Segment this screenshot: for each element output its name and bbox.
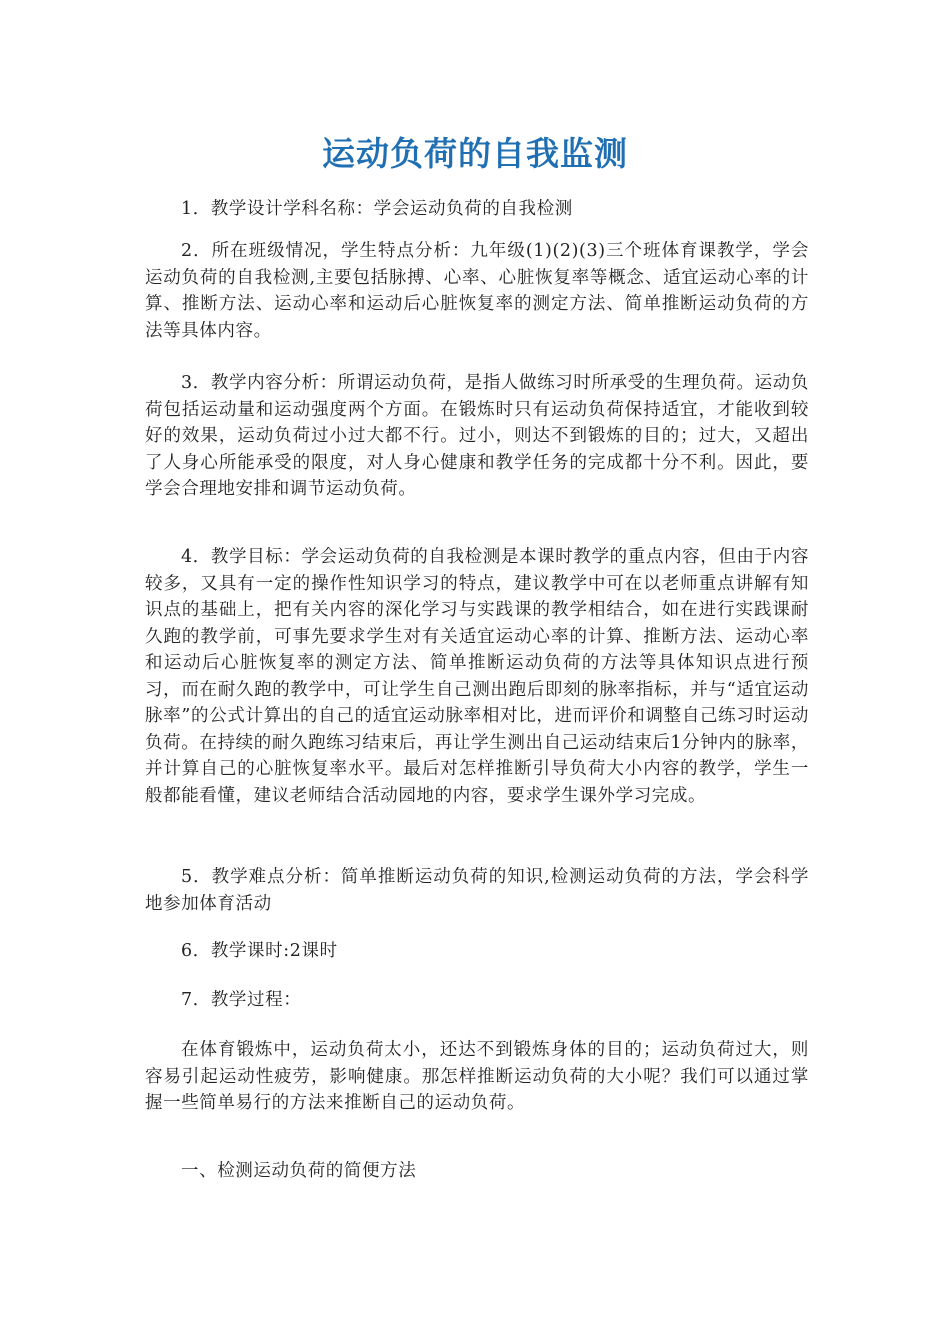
paragraph-teaching-process: 7．教学过程： (181, 990, 302, 1010)
paragraph-class-analysis: 2．所在班级情况，学生特点分析：九年级(1)(2)(3)三个班体育课教学，学会运动负荷的自我检测,主要包括脉搏、心率、心脏恢复率等概念、适宜运动心率的计算、推断方法、运动心率和运动后心脏恢复率的测定方法、简单推断运动负荷的方法等具体内容。 (145, 241, 809, 341)
paragraph-class-hours: 6．教学课时:2课时 (181, 941, 338, 961)
paragraph-subject-name: 1．教学设计学科名称：学会运动负荷的自我检测 (181, 199, 573, 219)
paragraph-difficulty-analysis: 5．教学难点分析：简单推断运动负荷的知识,检测运动负荷的方法，学会科学地参加体育活动 (145, 867, 809, 914)
paragraph-content-analysis: 3．教学内容分析：所谓运动负荷，是指人做练习时所承受的生理负荷。运动负荷包括运动量和运动强度两个方面。在锻炼时只有运动负荷保持适宜，才能收到较好的效果，运动负荷过小过大都不行。过小，则达不到锻炼的目的；过大，又超出了人身心所能承受的限度，对人身心健康和教学任务的完成都十分不利。因此，要学会合理地安排和调节运动负荷。 (145, 373, 809, 499)
section-heading-detection-methods: 一、检测运动负荷的简便方法 (181, 1161, 417, 1181)
paragraph-teaching-goals: 4．教学目标：学会运动负荷的自我检测是本课时教学的重点内容，但由于内容较多，又具有一定的操作性知识学习的特点，建议教学中可在以老师重点讲解有知识点的基础上，把有关内容的深化学习与实践课的教学相结合，如在进行实践课耐久跑的教学前，可事先要求学生对有关适宜运动心率的计算、推断方法、运动心率和运动后心脏恢复率的测定方法、简单推断运动负荷的方法等具体知识点进行预习，而在耐久跑的教学中，可让学生自己测出跑后即刻的脉率指标，并与“适宜运动脉率”的公式计算出的自己的适宜运动脉率相对比，进而评价和调整自己练习时运动负荷。在持续的耐久跑练习结束后，再让学生测出自己运动结束后1分钟内的脉率，并计算自己的心脏恢复率水平。最后对怎样推断引导负荷大小内容的教学，学生一般都能看懂，建议老师结合活动园地的内容，要求学生课外学习完成。 (145, 547, 809, 806)
paragraph-introduction: 在体育锻炼中，运动负荷太小，还达不到锻炼身体的目的；运动负荷过大，则容易引起运动性疲劳，影响健康。那怎样推断运动负荷的大小呢？我们可以通过掌握一些简单易行的方法来推断自己的运动负荷。 (145, 1040, 809, 1113)
document-title: 运动负荷的自我监测 (322, 134, 628, 173)
